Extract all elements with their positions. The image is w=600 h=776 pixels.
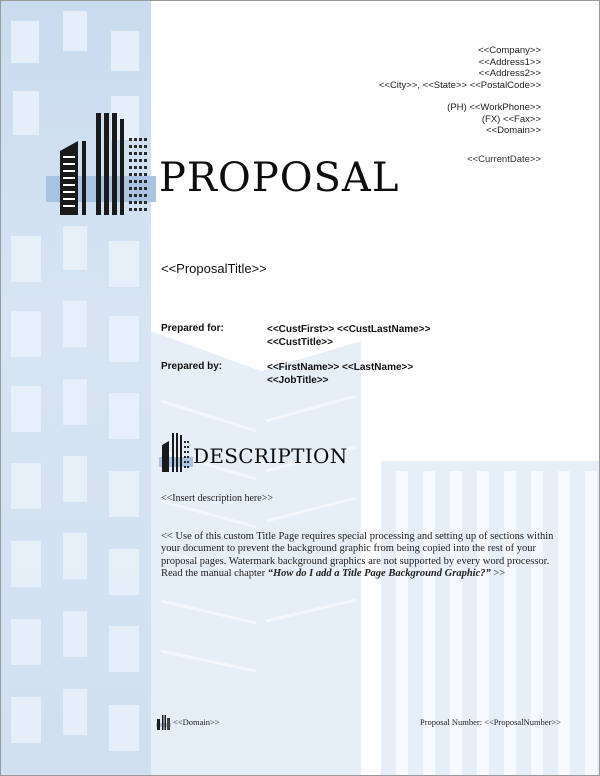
company-field: <<Company>> xyxy=(478,45,541,56)
prepared-for-value xyxy=(267,323,430,349)
instruction-note xyxy=(161,531,556,581)
footer-domain-field: <<Domain>> xyxy=(173,717,220,727)
address1-field: <<Address1>> xyxy=(478,56,541,68)
description-heading: DESCRIPTION xyxy=(193,444,348,468)
proposal-heading: PROPOSAL xyxy=(159,155,400,201)
contact-block xyxy=(447,102,541,137)
description-placeholder: <<Insert description here>> xyxy=(161,493,273,504)
phone-field: (PH) <<WorkPhone>> xyxy=(447,102,541,113)
domain-field: <<Domain>> xyxy=(486,125,541,136)
buildings-footer-icon xyxy=(156,714,171,730)
address2-field: <<Address2>> xyxy=(478,68,541,79)
author-name-field: <<FirstName>> <<LastName>> xyxy=(267,362,414,373)
prepared-by-value xyxy=(267,361,413,387)
note-text: << Use of this custom Title Page requires special processing and setting up of sections within your document to prevent the background graphic from being copied into the rest of your proposal pages. Watermark background graphics are not supported by every word processor. Read the manual chapter xyxy=(161,531,554,580)
prepared-for-label: Prepared for: xyxy=(161,323,224,334)
note-closing: >> xyxy=(490,568,506,580)
author-title-field: <<JobTitle>> xyxy=(267,375,329,386)
customer-name-field: <<CustFirst>> <<CustLastName>> xyxy=(267,324,431,335)
current-date-field: <<CurrentDate>> xyxy=(467,154,541,165)
customer-title-field: <<CustTitle>> xyxy=(267,337,333,348)
buildings-section-icon xyxy=(159,431,193,473)
proposal-title-field: <<ProposalTitle>> xyxy=(161,261,267,276)
prepared-by-label: Prepared by: xyxy=(161,361,223,372)
manual-chapter-reference: “How do I add a Title Page Background Graphic?” xyxy=(267,568,491,580)
fax-field: (FX) <<Fax>> xyxy=(481,113,541,125)
proposal-number-field: Proposal Number: <<ProposalNumber>> xyxy=(420,717,561,727)
company-address-block xyxy=(379,45,541,91)
buildings-logo-icon xyxy=(46,111,161,216)
city-state-zip-field: <<City>>, <<State>> <<PostalCode>> xyxy=(378,79,541,91)
